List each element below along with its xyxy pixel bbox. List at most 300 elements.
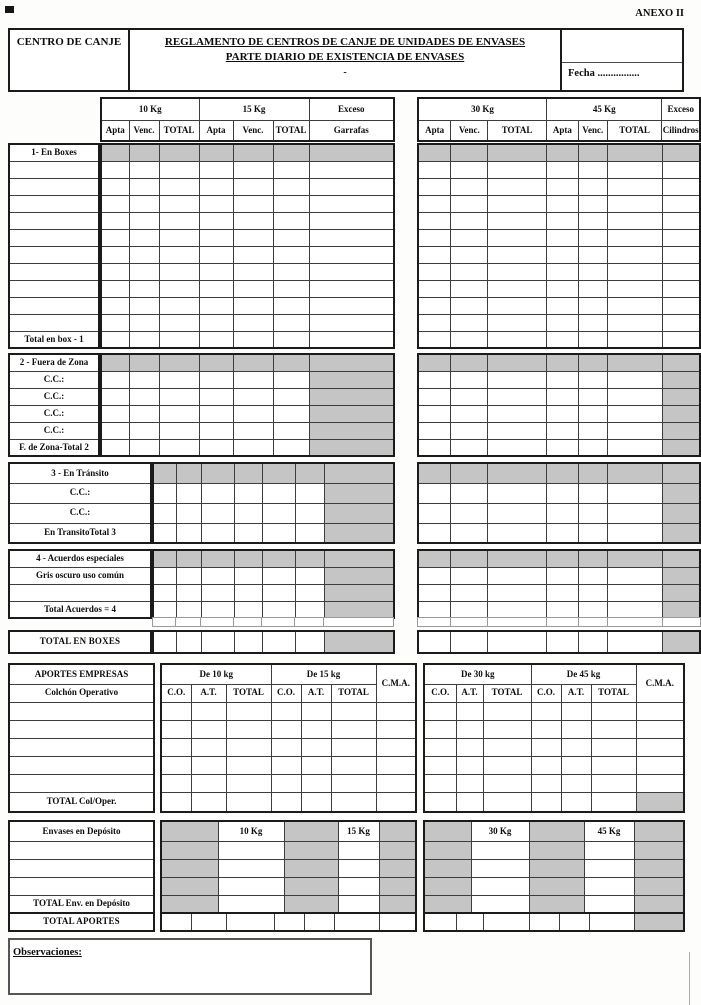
cell xyxy=(636,738,684,756)
title-separator: - xyxy=(343,67,347,78)
row-label: C.C.: xyxy=(9,388,99,405)
cell xyxy=(418,144,451,161)
cell xyxy=(274,913,304,931)
cell xyxy=(331,720,376,738)
row-label xyxy=(9,756,154,774)
section-en-transito-grid-right xyxy=(417,462,701,544)
cell xyxy=(418,422,451,439)
cell xyxy=(471,895,529,913)
cell: Venc. xyxy=(451,120,488,141)
cell xyxy=(418,229,451,246)
cell xyxy=(295,584,324,601)
cell xyxy=(451,523,488,543)
cell xyxy=(488,297,547,314)
cell xyxy=(159,331,199,348)
cell xyxy=(634,841,684,859)
cell xyxy=(591,792,636,812)
cell xyxy=(591,720,636,738)
cell: Venc. xyxy=(233,120,273,141)
cell xyxy=(273,263,309,280)
cell xyxy=(273,229,309,246)
cell xyxy=(324,463,394,483)
cell: C.O. xyxy=(161,684,191,702)
cell: TOTAL xyxy=(607,120,662,141)
cell xyxy=(636,792,684,812)
cell xyxy=(233,144,273,161)
cell xyxy=(201,601,234,618)
cell xyxy=(418,246,451,263)
cell xyxy=(451,631,488,653)
cell xyxy=(578,550,607,567)
cell xyxy=(578,422,607,439)
cell xyxy=(529,895,584,913)
cell xyxy=(199,354,233,371)
cell xyxy=(662,503,700,523)
cell xyxy=(451,144,488,161)
cell xyxy=(547,503,579,523)
cell xyxy=(234,550,262,567)
cell xyxy=(295,567,324,584)
cell xyxy=(578,354,607,371)
cell xyxy=(424,895,471,913)
cell xyxy=(424,774,456,792)
cell xyxy=(331,738,376,756)
cell xyxy=(199,229,233,246)
cell xyxy=(101,280,129,297)
cell xyxy=(161,720,191,738)
row-label: C.C.: xyxy=(9,422,99,439)
cell xyxy=(233,354,273,371)
col-cma: C.M.A. xyxy=(376,664,416,702)
cell xyxy=(418,371,451,388)
cell xyxy=(201,631,234,653)
cell xyxy=(547,388,579,405)
cell xyxy=(226,720,271,738)
cell xyxy=(584,895,634,913)
cell xyxy=(295,463,324,483)
cell xyxy=(483,720,531,738)
cell xyxy=(547,550,579,567)
deposito-grid-left xyxy=(160,820,417,914)
cell xyxy=(379,841,416,859)
cell xyxy=(662,314,700,331)
cell xyxy=(331,774,376,792)
cell xyxy=(607,280,662,297)
cell xyxy=(309,405,394,422)
cell xyxy=(324,523,394,543)
total-aportes-grid-left xyxy=(160,912,417,932)
cell xyxy=(488,229,547,246)
cell xyxy=(662,405,700,422)
cell xyxy=(663,618,701,627)
cell xyxy=(379,895,416,913)
cell xyxy=(529,841,584,859)
cell xyxy=(559,913,589,931)
cell xyxy=(584,859,634,877)
row-label xyxy=(9,229,99,246)
cell xyxy=(451,503,488,523)
cell xyxy=(226,756,271,774)
cell xyxy=(218,895,284,913)
cell xyxy=(608,618,663,627)
row-label: Total Acuerdos = 4 xyxy=(9,601,151,618)
cell xyxy=(418,195,451,212)
cell xyxy=(129,246,159,263)
cell: De 15 kg xyxy=(271,664,376,684)
cell xyxy=(159,314,199,331)
cell xyxy=(161,841,218,859)
cell xyxy=(547,584,579,601)
cell xyxy=(424,702,456,720)
cell xyxy=(376,702,416,720)
cell xyxy=(488,463,547,483)
cell xyxy=(662,371,700,388)
kg-label: 30 Kg xyxy=(471,821,529,841)
cell xyxy=(424,756,456,774)
cell xyxy=(607,144,662,161)
cell xyxy=(199,331,233,348)
cell xyxy=(273,178,309,195)
cell xyxy=(324,631,394,653)
cell xyxy=(301,720,331,738)
cell xyxy=(309,195,394,212)
cell xyxy=(161,877,218,895)
cell xyxy=(226,774,271,792)
group-45kg: 45 Kg xyxy=(546,98,662,120)
cell xyxy=(129,263,159,280)
section-en-boxes-grid-right xyxy=(417,143,701,349)
cell xyxy=(578,523,607,543)
cell xyxy=(234,483,262,503)
cell xyxy=(262,584,295,601)
aportes-grid-left xyxy=(160,663,417,813)
cell xyxy=(578,371,607,388)
cell xyxy=(456,702,483,720)
cell xyxy=(607,161,662,178)
cell xyxy=(591,756,636,774)
cell xyxy=(199,422,233,439)
cell xyxy=(226,792,271,812)
cell xyxy=(309,297,394,314)
cell xyxy=(578,405,607,422)
cell xyxy=(607,314,662,331)
cell xyxy=(153,618,176,627)
cell: TOTAL xyxy=(226,684,271,702)
cell xyxy=(418,314,451,331)
row-label: Colchón Operativo xyxy=(9,684,154,702)
cell xyxy=(284,877,338,895)
row-label xyxy=(9,702,154,720)
cell xyxy=(284,821,338,841)
total-en-boxes-label xyxy=(8,630,152,654)
cell xyxy=(153,601,176,618)
cell xyxy=(233,439,273,456)
kg-label: 15 Kg xyxy=(338,821,379,841)
cell xyxy=(483,913,529,931)
cell xyxy=(129,195,159,212)
row-label xyxy=(9,246,99,263)
row-label: C.C.: xyxy=(9,405,99,422)
cell xyxy=(636,756,684,774)
row-label xyxy=(9,877,154,895)
cell xyxy=(309,212,394,229)
cell xyxy=(662,354,700,371)
cell xyxy=(578,229,607,246)
cell xyxy=(662,483,700,503)
cell xyxy=(176,567,201,584)
cell xyxy=(309,161,394,178)
cell xyxy=(233,178,273,195)
cell xyxy=(159,178,199,195)
cell xyxy=(456,738,483,756)
cell xyxy=(488,263,547,280)
cell xyxy=(578,161,607,178)
cell xyxy=(607,405,662,422)
cell xyxy=(161,913,191,931)
cell xyxy=(159,161,199,178)
cell xyxy=(129,331,159,348)
cell xyxy=(456,913,483,931)
cell xyxy=(273,161,309,178)
cell xyxy=(418,483,451,503)
cell xyxy=(153,463,176,483)
row-label xyxy=(9,738,154,756)
col-cma: C.M.A. xyxy=(636,664,684,702)
row-label: APORTES EMPRESAS xyxy=(9,664,154,684)
cell xyxy=(176,631,201,653)
section-en-boxes-grid-left xyxy=(100,143,395,349)
cell xyxy=(547,405,579,422)
cell xyxy=(101,246,129,263)
cell xyxy=(424,720,456,738)
form-title xyxy=(130,30,562,90)
cell xyxy=(234,601,262,618)
cell xyxy=(531,720,561,738)
cell xyxy=(129,144,159,161)
cell xyxy=(424,841,471,859)
cell xyxy=(547,439,579,456)
cell xyxy=(662,263,700,280)
cell xyxy=(451,388,488,405)
cell xyxy=(234,503,262,523)
cell xyxy=(456,792,483,812)
cell xyxy=(607,483,662,503)
cell xyxy=(191,774,226,792)
section-acuerdos-grid-right xyxy=(417,549,701,619)
cell xyxy=(488,144,547,161)
cell: A.T. xyxy=(456,684,483,702)
cell xyxy=(199,280,233,297)
cell xyxy=(199,263,233,280)
cell xyxy=(233,195,273,212)
cell xyxy=(488,422,547,439)
cell xyxy=(578,263,607,280)
section-en-boxes-labels xyxy=(8,143,100,349)
cell xyxy=(273,331,309,348)
cell xyxy=(488,503,547,523)
cell xyxy=(424,877,471,895)
cell xyxy=(607,354,662,371)
cell xyxy=(547,263,579,280)
cell xyxy=(547,422,579,439)
cell xyxy=(662,144,700,161)
cell xyxy=(273,246,309,263)
cell xyxy=(101,178,129,195)
cell xyxy=(331,792,376,812)
cell xyxy=(129,314,159,331)
grid-header-left xyxy=(100,97,395,142)
cell xyxy=(176,463,201,483)
cell xyxy=(451,246,488,263)
cell xyxy=(295,618,324,627)
cell xyxy=(529,877,584,895)
row-label: Gris oscuro uso común xyxy=(9,567,151,584)
row-label: 2 - Fuera de Zona xyxy=(9,354,99,371)
cell xyxy=(176,584,201,601)
spacer-row-right xyxy=(417,617,701,627)
cell xyxy=(634,913,684,931)
cell xyxy=(159,371,199,388)
scan-artifact-line xyxy=(689,952,690,1005)
cell xyxy=(101,422,129,439)
cell xyxy=(578,195,607,212)
cell xyxy=(271,702,301,720)
cell xyxy=(662,388,700,405)
cell xyxy=(153,503,176,523)
cell xyxy=(273,405,309,422)
row-label xyxy=(9,263,99,280)
cell xyxy=(309,263,394,280)
row-label: C.C.: xyxy=(9,483,151,503)
cell xyxy=(662,178,700,195)
cell xyxy=(199,246,233,263)
cell xyxy=(159,263,199,280)
cell xyxy=(662,584,700,601)
cell xyxy=(324,567,394,584)
cell xyxy=(456,720,483,738)
cell xyxy=(451,371,488,388)
cell xyxy=(456,756,483,774)
cell xyxy=(488,601,547,618)
cell xyxy=(218,841,284,859)
total-aportes-label xyxy=(8,912,155,932)
cell xyxy=(547,371,579,388)
cell xyxy=(424,738,456,756)
cell xyxy=(634,895,684,913)
row-label xyxy=(9,584,151,601)
cell xyxy=(451,178,488,195)
cell xyxy=(273,422,309,439)
cell xyxy=(547,601,579,618)
cell xyxy=(418,388,451,405)
cell xyxy=(176,601,201,618)
cell xyxy=(488,523,547,543)
cell xyxy=(607,567,662,584)
cell: Venc. xyxy=(578,120,607,141)
cell xyxy=(201,584,234,601)
cell xyxy=(129,405,159,422)
cell xyxy=(295,601,324,618)
cell xyxy=(309,354,394,371)
cell xyxy=(662,212,700,229)
cell: C.O. xyxy=(271,684,301,702)
cell xyxy=(529,821,584,841)
cell xyxy=(578,331,607,348)
cell xyxy=(418,567,451,584)
cell xyxy=(636,774,684,792)
cell xyxy=(324,584,394,601)
cell xyxy=(488,405,547,422)
cell xyxy=(634,859,684,877)
cell xyxy=(176,523,201,543)
form-title-line2: PARTE DIARIO DE EXISTENCIA DE ENVASES xyxy=(225,51,465,63)
cell xyxy=(101,354,129,371)
row-label xyxy=(9,297,99,314)
section-fuera-de-zona-labels xyxy=(8,353,100,457)
cell xyxy=(607,212,662,229)
cell: Apta xyxy=(101,120,129,141)
cell xyxy=(301,738,331,756)
cell xyxy=(199,195,233,212)
cell xyxy=(662,601,700,618)
cell xyxy=(561,756,591,774)
cell xyxy=(273,439,309,456)
cell xyxy=(488,388,547,405)
cell xyxy=(547,483,579,503)
cell xyxy=(531,774,561,792)
cell: TOTAL xyxy=(273,120,309,141)
cell xyxy=(607,229,662,246)
cell xyxy=(418,584,451,601)
cell xyxy=(451,212,488,229)
cell xyxy=(578,567,607,584)
cell xyxy=(101,371,129,388)
cell xyxy=(376,756,416,774)
cell xyxy=(662,463,700,483)
cell xyxy=(309,229,394,246)
cell xyxy=(488,246,547,263)
cell xyxy=(199,388,233,405)
cell xyxy=(295,550,324,567)
cell xyxy=(262,567,295,584)
cell xyxy=(153,550,176,567)
cell xyxy=(418,405,451,422)
row-label xyxy=(9,280,99,297)
cell xyxy=(418,331,451,348)
cell xyxy=(578,483,607,503)
cell xyxy=(176,483,201,503)
cell xyxy=(488,314,547,331)
cell xyxy=(488,331,547,348)
cell xyxy=(561,720,591,738)
cell xyxy=(159,212,199,229)
cell xyxy=(547,229,579,246)
cell xyxy=(161,774,191,792)
cell xyxy=(338,877,379,895)
cell xyxy=(379,859,416,877)
cell xyxy=(607,463,662,483)
cell xyxy=(547,246,579,263)
group-15kg: 15 Kg xyxy=(199,98,309,120)
cell xyxy=(607,631,662,653)
total-aportes-grid-right xyxy=(423,912,685,932)
cell: De 45 kg xyxy=(531,664,636,684)
cell xyxy=(338,859,379,877)
cell xyxy=(201,567,234,584)
cell xyxy=(262,618,295,627)
row-label: TOTAL Col/Oper. xyxy=(9,792,154,812)
cell: Venc. xyxy=(129,120,159,141)
